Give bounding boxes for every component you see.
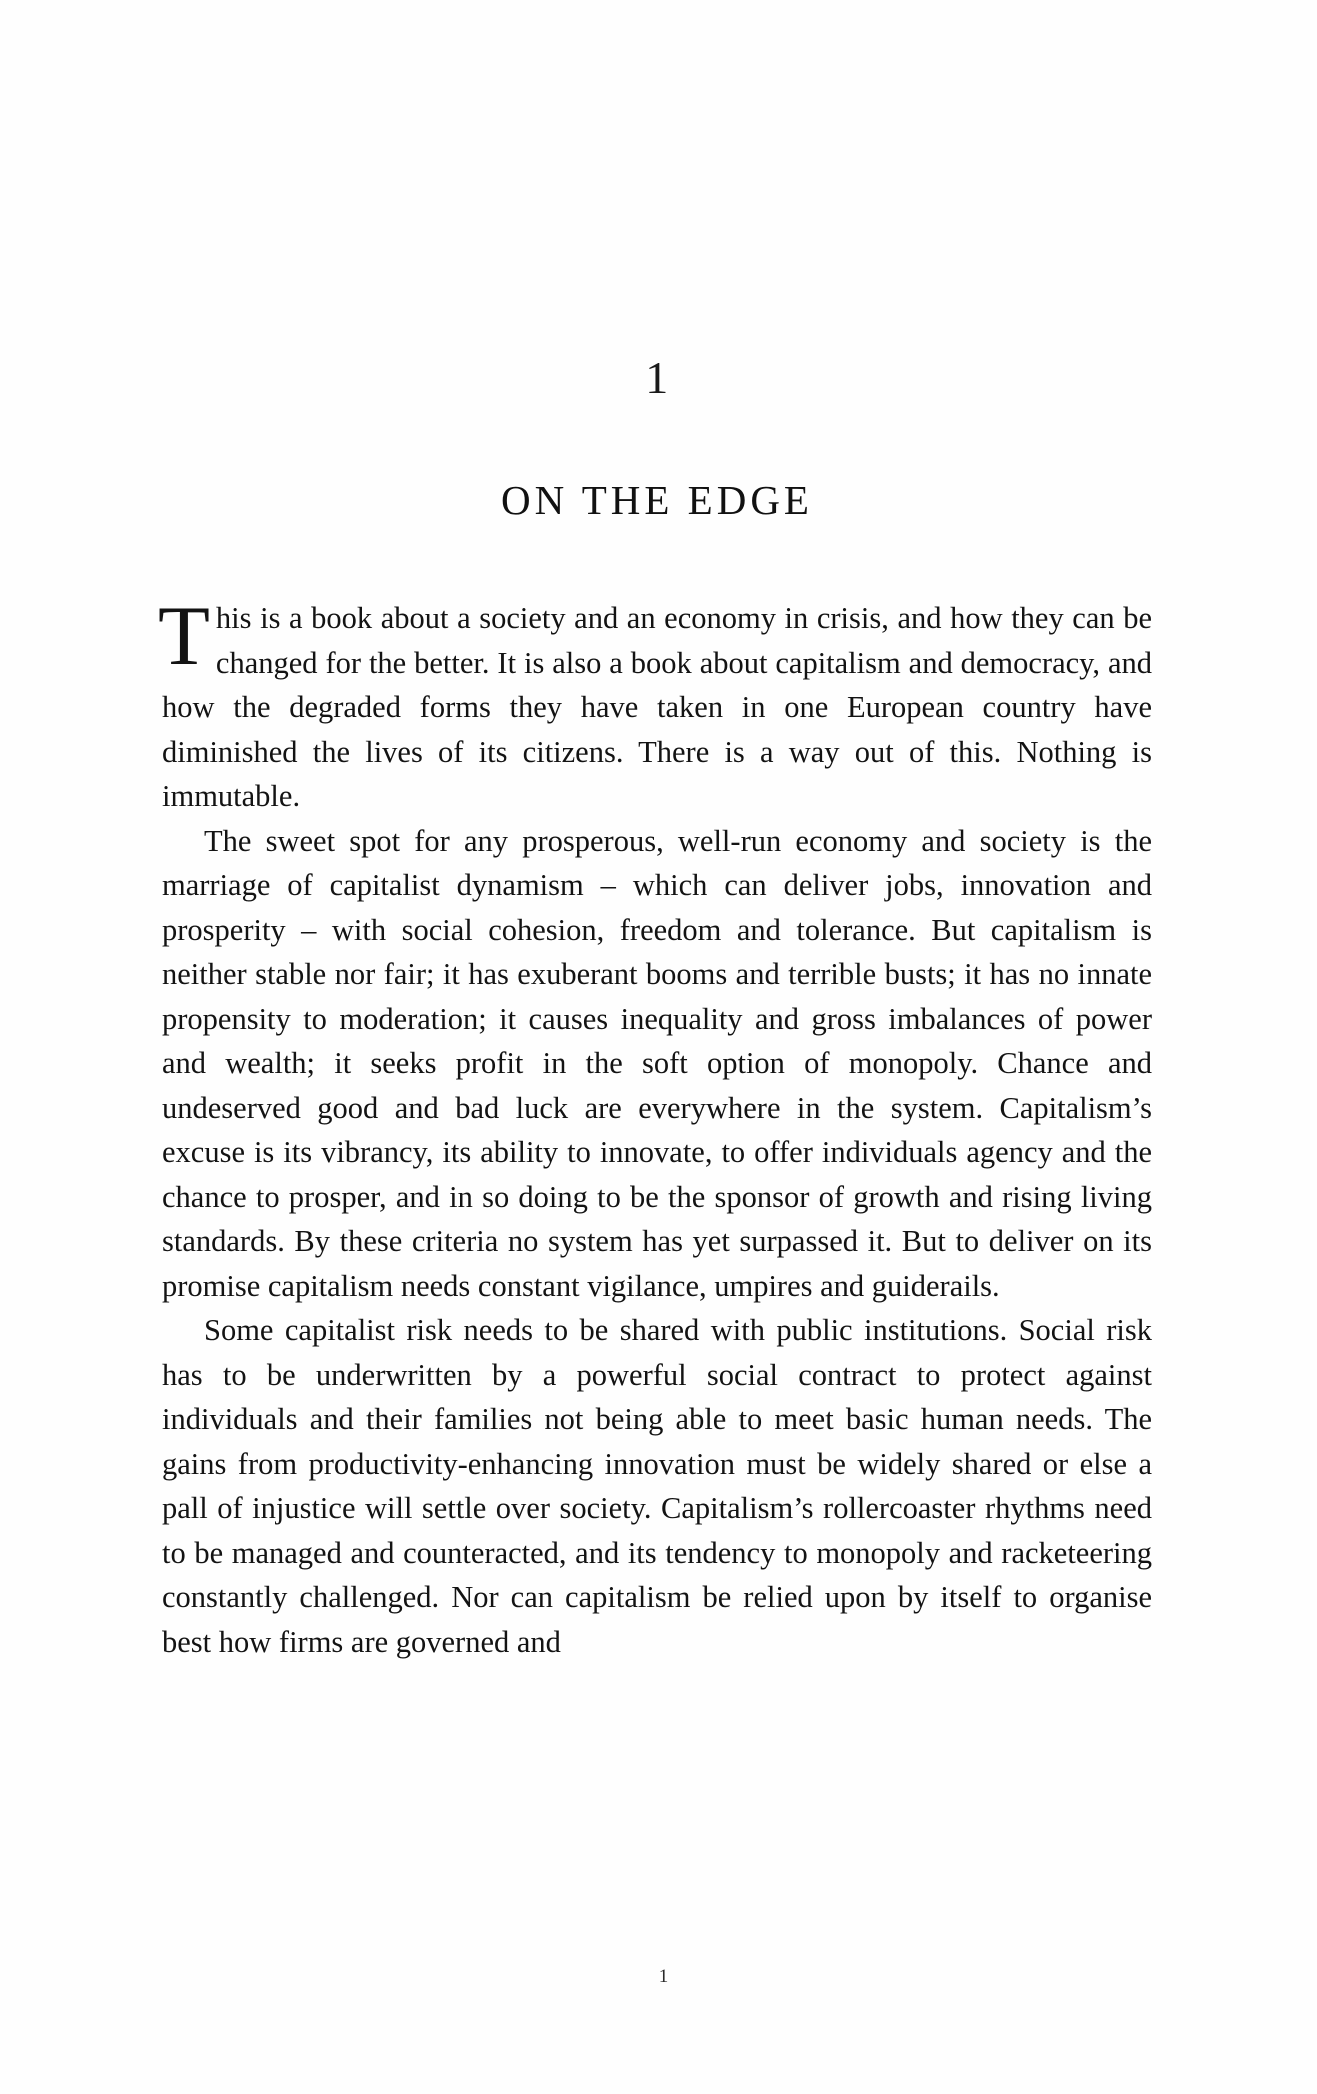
paragraph-2-text: The sweet spot for any prosperous, well-run economy and society is the marriage of capitalist dynamism – which can deliver jobs, innovation and prosperity – with social cohesion, freedom and tolerance. But capitalism is neither stable nor fair; it has exuberant booms and terrible busts; it has no innate propensity to moderation; it causes inequality and gross imbalances of power and wealth; it seeks profit in the soft option of monopoly. Chance and undeserved good and bad luck are everywhere in the system. Capitalism’s excuse is its vibrancy, its ability to innovate, to offer individuals agency and the chance to prosper, and in so doing to be the sponsor of growth and rising living standards. By these criteria no system has yet surpassed it. But to deliver on its promise capitalism needs constant vigilance, umpires and guiderails.	[162, 823, 1152, 1303]
page-number	[0, 1966, 1317, 1988]
chapter-title: ON THE EDGE	[501, 477, 813, 523]
paragraph-2	[162, 819, 1152, 1309]
page-content	[158, 0, 1152, 1664]
paragraph-3	[162, 1308, 1152, 1664]
paragraph-1-text: his is a book about a society and an economy in crisis, and how they can be changed for the better. It is also a book about capitalism and democracy, and how the degraded forms they have taken in one European country have diminished the lives of its citizens. There is a way out of this. Nothing is immutable.	[162, 601, 1152, 813]
paragraph-3-text: Some capitalist risk needs to be shared with public institutions. Social risk has to be underwritten by a powerful social contract to protect against individuals and their families not being able to meet basic human needs. The gains from productivity-enhancing innovation must be widely shared or else a pall of injustice will settle over society. Capitalism’s rollercoaster rhythms need to be managed and counteracted, and its tendency to monopoly and racketeering constantly challenged. Nor can capitalism be relied upon by itself to organise best how firms are governed and	[162, 1313, 1152, 1659]
drop-cap: T	[158, 589, 210, 683]
paragraph-1	[158, 589, 1152, 819]
page-number-value: 1	[658, 1966, 669, 1987]
body-text	[158, 589, 1152, 1664]
chapter-number: 1	[645, 352, 669, 403]
